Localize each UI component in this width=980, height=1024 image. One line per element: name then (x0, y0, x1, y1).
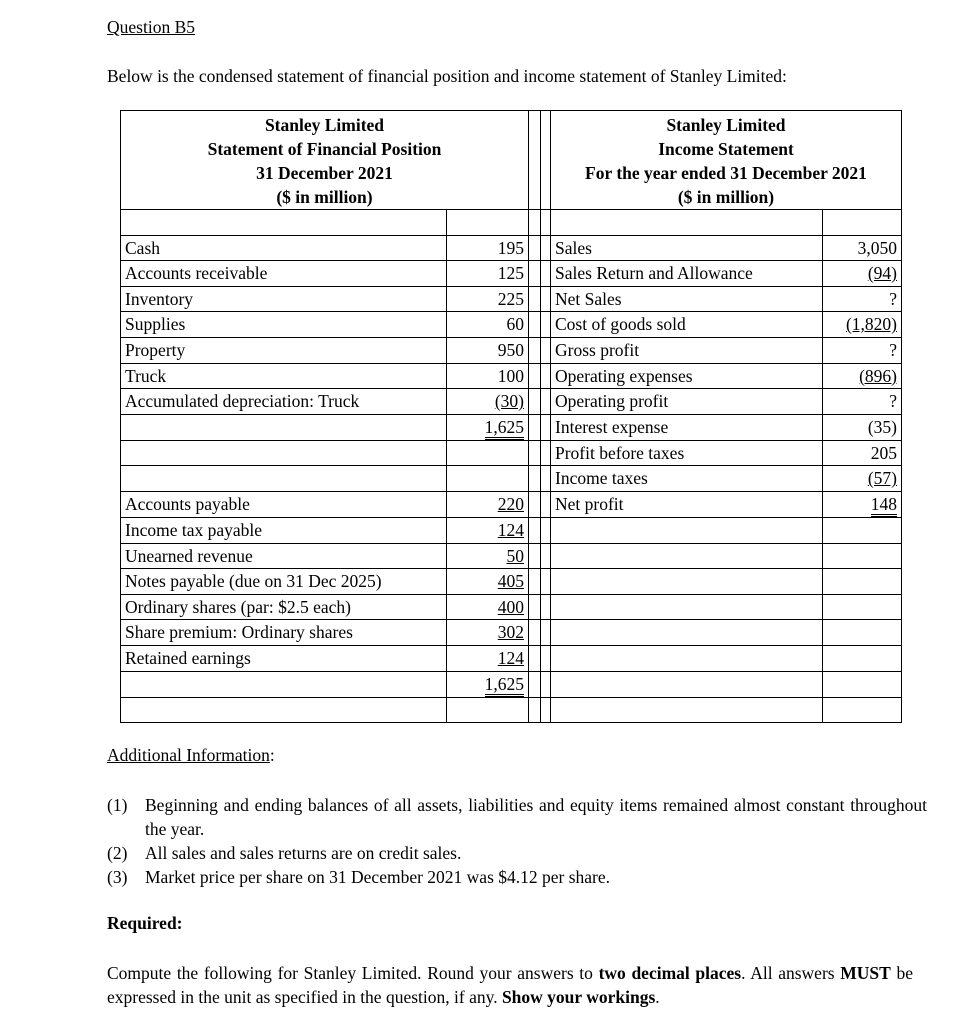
sfp-line-value: 220 (497, 494, 524, 515)
is-label-cell (551, 414, 823, 440)
gap-cell (529, 671, 541, 697)
sfp-line-label: Property (125, 339, 186, 360)
list-item (107, 841, 927, 865)
is-label-cell (551, 645, 823, 671)
is-line-label: Sales (555, 237, 592, 258)
gap-cell (541, 235, 551, 261)
instruction-text: . All answers (741, 963, 841, 983)
instruction-emphasis-workings: Show your workings (501, 987, 656, 1007)
is-label-cell (551, 697, 823, 723)
list-item-number: (2) (107, 843, 128, 863)
is-value-cell (823, 594, 902, 620)
is-line-value: 148 (871, 494, 897, 517)
gap-cell (529, 235, 541, 261)
is-value-cell (823, 697, 902, 723)
gap-cell (541, 466, 551, 492)
gap-cell (529, 697, 541, 723)
sfp-value-cell (447, 389, 529, 415)
is-line-value: (57) (867, 468, 897, 489)
sfp-label-cell (121, 543, 447, 569)
sfp-total-value: 1,625 (485, 417, 524, 440)
table-row (121, 337, 902, 363)
sfp-line-value: 125 (497, 263, 524, 284)
gap-cell (541, 312, 551, 338)
sfp-value-cell (447, 466, 529, 492)
sfp-label-cell (121, 337, 447, 363)
gap-cell (541, 645, 551, 671)
statements-header-row (121, 111, 902, 210)
gap-cell (529, 312, 541, 338)
is-line-value: (1,820) (845, 314, 897, 335)
list-item-number: (1) (107, 795, 128, 815)
sfp-value-cell (447, 440, 529, 466)
sfp-value-cell (447, 697, 529, 723)
sfp-value-cell (447, 414, 529, 440)
is-value-cell (823, 645, 902, 671)
sfp-line-label: Accounts receivable (125, 263, 268, 284)
gap-cell (541, 414, 551, 440)
list-item (107, 865, 927, 889)
instruction-text: . (655, 987, 660, 1007)
gap-cell (541, 286, 551, 312)
gap-cell (529, 543, 541, 569)
sfp-label-cell (121, 414, 447, 440)
sfp-label-cell (121, 569, 447, 595)
is-label-cell (551, 620, 823, 646)
sfp-line-value: (30) (494, 391, 524, 412)
gap-cell (529, 210, 541, 236)
gap-cell (541, 389, 551, 415)
additional-info-list (107, 793, 927, 889)
gap-cell (541, 111, 551, 210)
is-value-cell (823, 491, 902, 517)
table-row (121, 440, 902, 466)
is-line-value: ? (889, 339, 897, 360)
sfp-line-label: Accumulated depreciation: Truck (125, 391, 360, 412)
sfp-value-cell (447, 517, 529, 543)
is-line-label: Profit before taxes (555, 442, 685, 463)
gap-cell (541, 569, 551, 595)
gap-cell (541, 543, 551, 569)
table-row (121, 645, 902, 671)
gap-cell (529, 620, 541, 646)
sfp-line-value: 400 (497, 596, 524, 617)
list-item-number: (3) (107, 867, 128, 887)
table-row (121, 261, 902, 287)
instruction-emphasis-decimals: two decimal places (598, 963, 742, 983)
is-line-label: Gross profit (555, 339, 640, 360)
is-statement-name: Income Statement (658, 139, 794, 159)
sfp-line-label: Accounts payable (125, 494, 250, 515)
is-value-cell (823, 363, 902, 389)
is-value-cell (823, 337, 902, 363)
sfp-line-label: Unearned revenue (125, 545, 253, 566)
is-value-cell (823, 620, 902, 646)
sfp-value-cell (447, 312, 529, 338)
is-line-label: Operating expenses (555, 365, 693, 386)
gap-cell (529, 466, 541, 492)
is-unit: ($ in million) (677, 187, 775, 207)
is-label-cell (551, 569, 823, 595)
sfp-line-value: 60 (506, 314, 524, 335)
sfp-line-value: 405 (497, 571, 524, 592)
is-value-cell (823, 543, 902, 569)
is-label-cell (551, 594, 823, 620)
is-line-label: Net profit (555, 494, 624, 515)
gap-cell (529, 414, 541, 440)
is-label-cell (551, 440, 823, 466)
sfp-line-value: 124 (497, 647, 524, 668)
sfp-value-cell (447, 337, 529, 363)
sfp-label-cell (121, 645, 447, 671)
gap-cell (541, 517, 551, 543)
sfp-label-cell (121, 697, 447, 723)
sfp-label-cell (121, 312, 447, 338)
is-line-value: 205 (870, 442, 897, 463)
sfp-value-cell (447, 286, 529, 312)
additional-info-title: Additional Information (107, 745, 270, 765)
gap-cell (529, 491, 541, 517)
is-line-label: Sales Return and Allowance (555, 263, 753, 284)
gap-cell (529, 389, 541, 415)
is-label-cell (551, 543, 823, 569)
sfp-title (121, 111, 529, 210)
is-line-label: Income taxes (555, 468, 648, 489)
sfp-line-value: 124 (497, 519, 524, 540)
table-row (121, 466, 902, 492)
sfp-label-cell (121, 210, 447, 236)
table-row (121, 491, 902, 517)
is-label-cell (551, 261, 823, 287)
is-value-cell (823, 440, 902, 466)
is-value-cell (823, 235, 902, 261)
is-line-label: Net Sales (555, 288, 622, 309)
gap-cell (529, 286, 541, 312)
is-line-value: ? (889, 288, 897, 309)
is-label-cell (551, 491, 823, 517)
gap-cell (529, 645, 541, 671)
instruction-emphasis-must: MUST (840, 963, 891, 983)
is-value-cell (823, 569, 902, 595)
sfp-value-cell (447, 235, 529, 261)
question-heading: Question B5 (107, 17, 195, 37)
required-heading: Required: (107, 913, 183, 933)
financial-statements-table (120, 110, 902, 723)
is-line-value: (35) (867, 416, 897, 437)
is-line-label: Cost of goods sold (555, 314, 686, 335)
instruction-text: Compute the following for Stanley Limited. Round your answers to (107, 963, 599, 983)
sfp-value-cell (447, 569, 529, 595)
is-title (551, 111, 902, 210)
is-line-value: ? (889, 391, 897, 412)
gap-cell (529, 337, 541, 363)
sfp-value-cell (447, 261, 529, 287)
is-label-cell (551, 671, 823, 697)
list-item (107, 793, 927, 841)
is-line-value: (896) (859, 365, 897, 386)
table-row (121, 235, 902, 261)
table-row (121, 389, 902, 415)
table-row (121, 363, 902, 389)
gap-cell (541, 671, 551, 697)
gap-cell (541, 491, 551, 517)
is-value-cell (823, 466, 902, 492)
sfp-value-cell (447, 210, 529, 236)
sfp-line-value: 950 (497, 339, 524, 360)
table-row (121, 569, 902, 595)
table-row (121, 697, 902, 723)
table-row (121, 543, 902, 569)
sfp-value-cell (447, 645, 529, 671)
sfp-date: 31 December 2021 (256, 163, 393, 183)
sfp-value-cell (447, 594, 529, 620)
gap-cell (541, 210, 551, 236)
additional-info-colon: : (269, 745, 275, 765)
sfp-value-cell (447, 363, 529, 389)
is-label-cell (551, 337, 823, 363)
gap-cell (541, 440, 551, 466)
is-label-cell (551, 517, 823, 543)
sfp-line-label: Income tax payable (125, 519, 263, 540)
sfp-label-cell (121, 466, 447, 492)
is-value-cell (823, 671, 902, 697)
sfp-label-cell (121, 491, 447, 517)
sfp-line-label: Supplies (125, 314, 186, 335)
sfp-value-cell (447, 620, 529, 646)
sfp-line-label: Retained earnings (125, 647, 251, 668)
sfp-label-cell (121, 389, 447, 415)
is-label-cell (551, 210, 823, 236)
is-line-value: 3,050 (857, 237, 897, 258)
sfp-line-value: 225 (497, 288, 524, 309)
sfp-value-cell (447, 543, 529, 569)
sfp-unit: ($ in million) (276, 187, 373, 207)
sfp-line-label: Share premium: Ordinary shares (125, 622, 353, 643)
sfp-label-cell (121, 440, 447, 466)
gap-cell (541, 337, 551, 363)
is-value-cell (823, 286, 902, 312)
is-line-label: Operating profit (555, 391, 669, 412)
is-value-cell (823, 389, 902, 415)
gap-cell (529, 594, 541, 620)
sfp-company-name: Stanley Limited (264, 115, 385, 135)
gap-cell (529, 363, 541, 389)
sfp-label-cell (121, 620, 447, 646)
table-row (121, 671, 902, 697)
sfp-label-cell (121, 517, 447, 543)
is-value-cell (823, 312, 902, 338)
gap-cell (529, 517, 541, 543)
sfp-label-cell (121, 235, 447, 261)
gap-cell (541, 261, 551, 287)
is-label-cell (551, 235, 823, 261)
is-label-cell (551, 312, 823, 338)
sfp-line-label: Inventory (125, 288, 194, 309)
gap-cell (529, 569, 541, 595)
sfp-line-value: 195 (497, 237, 524, 258)
gap-cell (529, 111, 541, 210)
gap-cell (541, 594, 551, 620)
table-row (121, 517, 902, 543)
list-item-text: Beginning and ending balances of all assets, liabilities and equity items remained almost constant throughout the year. (145, 795, 927, 839)
sfp-label-cell (121, 261, 447, 287)
is-value-cell (823, 414, 902, 440)
gap-cell (529, 261, 541, 287)
is-line-value: (94) (867, 263, 897, 284)
sfp-line-label: Cash (125, 237, 160, 258)
sfp-line-label: Ordinary shares (par: $2.5 each) (125, 596, 351, 617)
is-label-cell (551, 466, 823, 492)
table-row (121, 620, 902, 646)
required-instructions (107, 961, 913, 1009)
gap-cell (541, 620, 551, 646)
sfp-line-label: Notes payable (due on 31 Dec 2025) (125, 571, 382, 592)
instruction-text: be expressed in the unit as specified in the question, if any. (107, 963, 913, 1007)
gap-cell (541, 363, 551, 389)
sfp-value-cell (447, 671, 529, 697)
sfp-value-cell (447, 491, 529, 517)
is-label-cell (551, 286, 823, 312)
gap-cell (529, 440, 541, 466)
is-label-cell (551, 363, 823, 389)
is-company-name: Stanley Limited (666, 115, 786, 135)
table-row (121, 312, 902, 338)
table-row (121, 414, 902, 440)
gap-cell (541, 697, 551, 723)
question-intro: Below is the condensed statement of financial position and income statement of Stanley Limited: (107, 66, 787, 86)
sfp-total-value: 1,625 (485, 674, 524, 697)
sfp-line-value: 302 (497, 622, 524, 643)
sfp-label-cell (121, 671, 447, 697)
is-value-cell (823, 517, 902, 543)
sfp-line-value: 100 (497, 365, 524, 386)
sfp-label-cell (121, 594, 447, 620)
additional-info-heading (107, 745, 275, 766)
is-value-cell (823, 261, 902, 287)
is-period: For the year ended 31 December 2021 (585, 163, 867, 183)
sfp-label-cell (121, 363, 447, 389)
list-item-text: Market price per share on 31 December 2021 was $4.12 per share. (145, 867, 611, 887)
is-line-label: Interest expense (555, 416, 669, 437)
sfp-statement-name: Statement of Financial Position (207, 139, 442, 159)
table-row (121, 594, 902, 620)
table-row (121, 210, 902, 236)
sfp-label-cell (121, 286, 447, 312)
sfp-line-value: 50 (506, 545, 524, 566)
is-value-cell (823, 210, 902, 236)
is-label-cell (551, 389, 823, 415)
list-item-text: All sales and sales returns are on credit sales. (145, 843, 462, 863)
table-row (121, 286, 902, 312)
sfp-line-label: Truck (125, 365, 167, 386)
